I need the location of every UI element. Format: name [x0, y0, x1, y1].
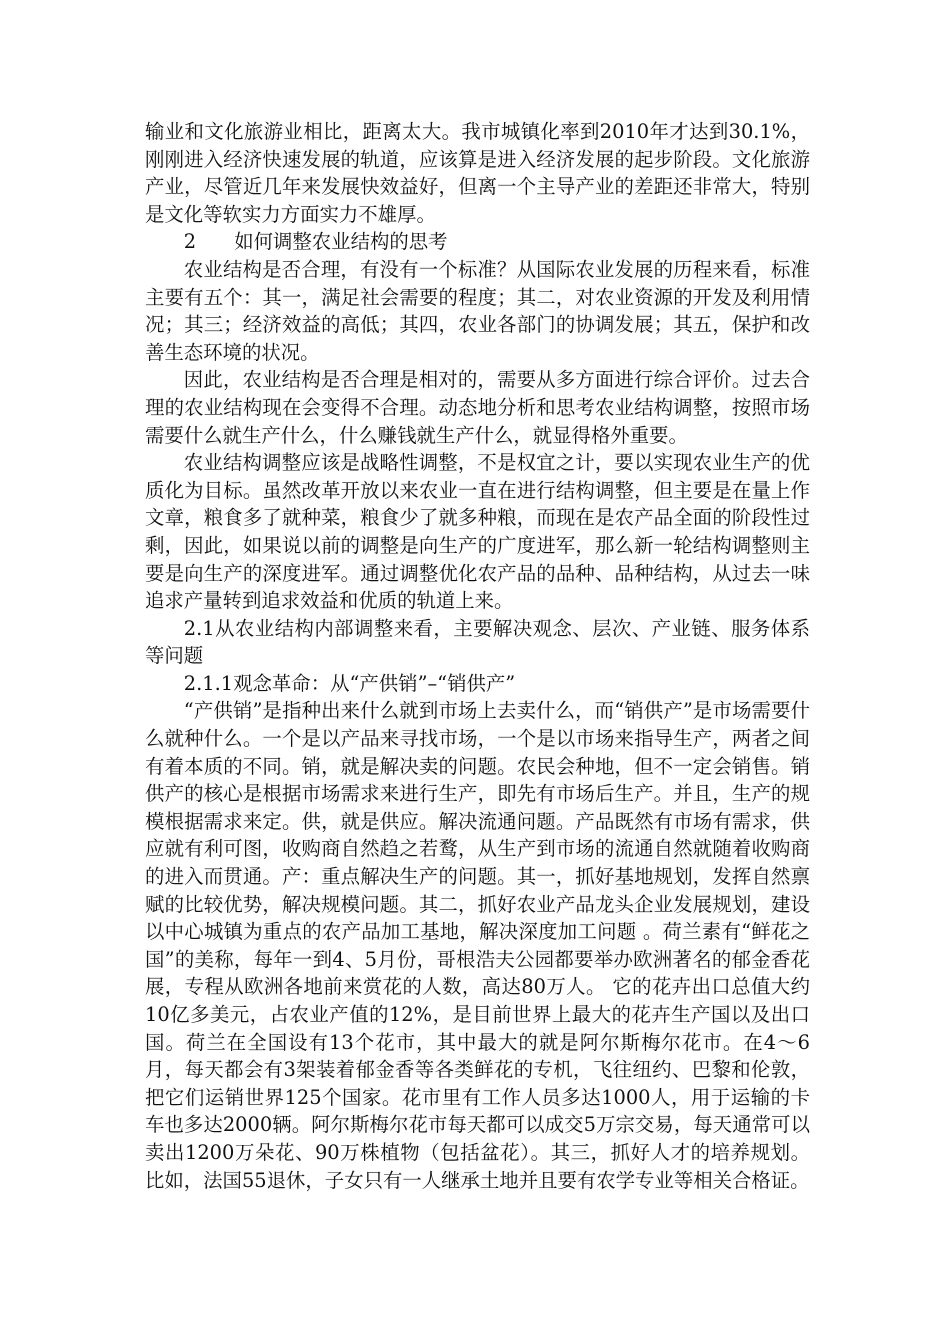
section-2-number: 2: [183, 230, 197, 254]
section-2-title: 如何调整农业结构的思考: [234, 230, 448, 254]
paragraph-production-sales: “产供销”是指种出来什么就到市场上去卖什么，而“销供产”是市场需要什么就种什么。一个是以产品来寻找市场，一个是以市场来指导生产，两者之间有着本质的不同。销，就是解决卖的问题。农民会种地，但不一定会销售。销供产的核心是根据市场需求来进行生产，即先有市场后生产。并且，生产的规模根据需求来定。供，就是供应。解决流通问题。产品既然有市场有需求，供应就有利可图，收购商自然趋之若鹜，从生产到市场的流通自然就随着收购商的进入而贯通。产：重点解决生产的问题。其一，抓好基地规划，发挥自然禀赋的比较优势，解决规模问题。其二，抓好农业产品龙头企业发展规划，建设以中心城镇为重点的农产品加工基地，解决深度加工问题 。荷兰素有“鲜花之国”的美称，每年一到4、5月份，哥根浩夫公园都要举办欧洲著名的郁金香花展，专程从欧洲各地前来赏花的人数，高达80万人。 它的花卉出口总值大约10亿多美元，占农业产值的12%，是目前世界上最大的花卉生产国以及出口国。荷兰在全国设有13个花市，其中最大的就是阿尔斯梅尔花市。在4～6月，每天都会有3架装着郁金香等各类鲜花的专机，飞往纽约、巴黎和伦敦，把它们运销世界125个国家。花市里有工作人员多达1000人，用于运输的卡车也多达2000辆。阿尔斯梅尔花市每天都可以成交5万宗交易，每天通常可以卖出1200万朵花、90万株植物（包括盆花）。其三，抓好人才的培养规划。比如，法国55退休，子女只有一人继承土地并且要有农学专业等相关合格证。: [145, 699, 810, 1192]
paragraph-intro: 输业和文化旅游业相比，距离太大。我市城镇化率到2010年才达到30.1%，刚刚进入经济快速发展的轨道，应该算是进入经济发展的起步阶段。文化旅游产业，尽管近几年来发展快效益好，但离一个主导产业的差距还非常大，特别是文化等软实力方面实力不雄厚。: [145, 120, 810, 226]
document-page: [145, 118, 810, 1194]
paragraph-standards: 农业结构是否合理，有没有一个标准？从国际农业发展的历程来看，标准主要有五个：其一，满足社会需要的程度；其二，对农业资源的开发及利用情况；其三；经济效益的高低；其四，农业各部门的协调发展；其五，保护和改善生态环境的状况。: [145, 257, 810, 364]
section-2-1-1-heading: 2.1.1观念革命：从“产供销”–“销供产”: [183, 671, 516, 695]
section-2-heading: [145, 228, 810, 256]
paragraph-relative: 因此，农业结构是否合理是相对的，需要从多方面进行综合评价。过去合理的农业结构现在会变得不合理。动态地分析和思考农业结构调整，按照市场需要什么就生产什么，什么赚钱就生产什么，就显得格外重要。: [145, 368, 810, 447]
section-2-1-heading: 2.1从农业结构内部调整来看，主要解决观念、层次、产业链、服务体系等问题: [145, 616, 810, 668]
paragraph-strategic: 农业结构调整应该是战略性调整，不是权宜之计，要以实现农业生产的优质化为目标。虽然改革开放以来农业一直在进行结构调整，但主要是在量上作文章，粮食多了就种菜，粮食少了就多种粮，而现在是农产品全面的阶段性过剩，因此，如果说以前的调整是向生产的广度进军，那么新一轮结构调整则主要是向生产的深度进军。通过调整优化农产品的品种、品种结构，从过去一味追求产量转到追求效益和优质的轨道上来。: [145, 451, 810, 613]
